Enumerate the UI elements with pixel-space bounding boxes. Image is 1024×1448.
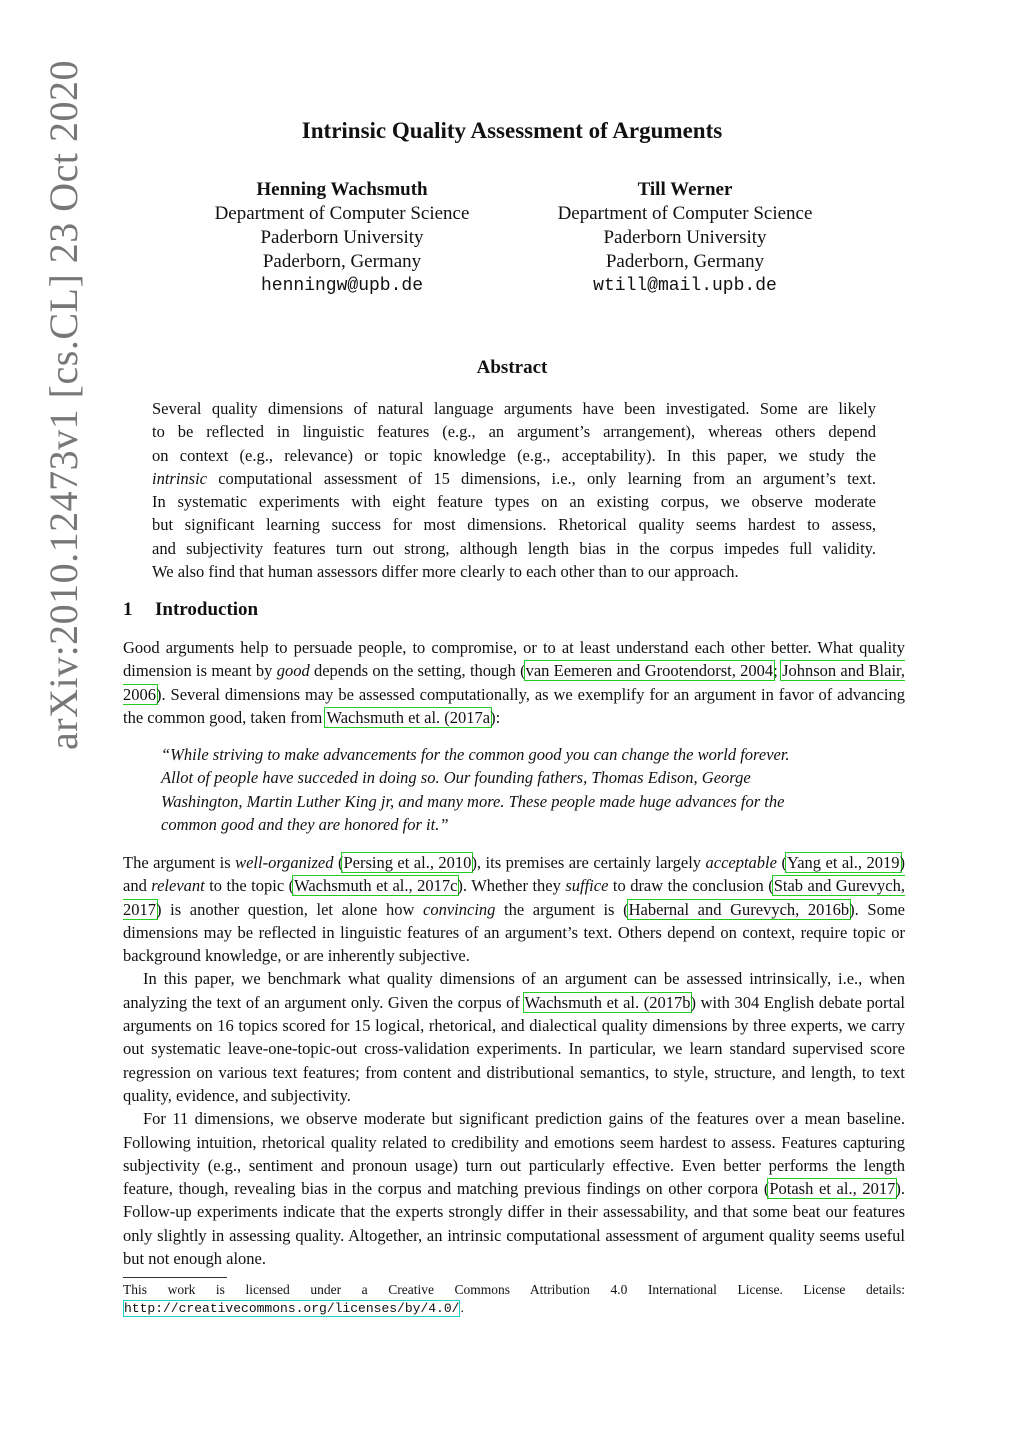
author-location: Paderborn, Germany bbox=[262, 251, 422, 272]
text: ): bbox=[490, 707, 501, 727]
footnote bbox=[123, 1281, 905, 1318]
abstract-line: on context (e.g., relevance) or topic knowledge (e.g., acceptability). In this paper, we study the bbox=[152, 445, 876, 465]
author-department: Department of Computer Science bbox=[214, 203, 470, 224]
citation-link[interactable]: van Eemeren and Grootendorst, 2004 bbox=[525, 661, 774, 681]
author-name: Till Werner bbox=[637, 179, 733, 200]
quote-line: common good and they are honored for it.” bbox=[161, 814, 449, 834]
citation-link[interactable]: Potash et al., 2017 bbox=[769, 1179, 896, 1199]
text: Good arguments help to persuade people, to compromise, or to at least understand each other better. What quality dimension is meant by bbox=[123, 638, 905, 681]
author-block bbox=[182, 178, 502, 298]
text: ). Some dimensions may be reflected in linguistic features of an argument’s text. Others depend on context, require topic or background knowledge, or are inherently subjective. bbox=[123, 899, 905, 966]
text: ). Follow-up experiments indicate that the experts strongly differ in their assessability, and that some beat our features only slightly in assessing quality. Altogether, an intrinsic computational assessment of argument quality seems useful but not enough alone. bbox=[123, 1179, 905, 1269]
paragraph bbox=[123, 851, 905, 1270]
citation-link[interactable]: Wachsmuth et al. (2017b bbox=[524, 992, 691, 1012]
emphasis: well-organized bbox=[235, 853, 334, 872]
citation-link[interactable]: Johnson and Blair, 2006 bbox=[123, 661, 905, 704]
emphasis: convincing bbox=[423, 899, 496, 919]
text: to draw the conclusion ( bbox=[608, 876, 774, 896]
text: ; bbox=[773, 661, 783, 681]
citation-link[interactable]: Yang et al., 2019 bbox=[786, 853, 900, 872]
abstract-line: We also find that human assessors differ more clearly to each other than to our approach. bbox=[152, 562, 739, 582]
abstract-heading: Abstract bbox=[476, 357, 548, 378]
text: ( bbox=[333, 853, 344, 872]
abstract-line: but significant learning success for most dimensions. Rhetorical quality seems hardest to assess, bbox=[152, 515, 876, 535]
citation-link[interactable]: Persing et al., 2010 bbox=[343, 853, 472, 872]
text: ). Whether they bbox=[457, 876, 566, 896]
paper-title: Intrinsic Quality Assessment of Arguments bbox=[301, 118, 723, 143]
emphasis: relevant bbox=[151, 876, 205, 896]
author-location: Paderborn, Germany bbox=[605, 251, 765, 272]
abstract-line bbox=[152, 467, 876, 490]
section-number: 1 bbox=[123, 599, 133, 620]
arxiv-identifier: arXiv:2010.12473v1 [cs.CL] 23 Oct 2020 bbox=[41, 59, 86, 750]
footnote-divider bbox=[123, 1277, 227, 1278]
text: ), its premises are certainly largely bbox=[471, 853, 706, 872]
text: ) with 304 English debate portal arguments on 16 topics scored for 15 logical, rhetorical, and dialectical quality dimensions by three experts, we carry out systematic leave-one-topic-out cross-validation experiments. In particular, we learn standard supervised score regression on various text features; from content and distributional semantics, to style, structure, and length, to text quality, evidence, and subjectivity. bbox=[123, 992, 905, 1105]
author-department: Department of Computer Science bbox=[557, 203, 813, 224]
author-name: Henning Wachsmuth bbox=[256, 179, 428, 200]
text: ) and bbox=[123, 853, 906, 896]
emphasis: good bbox=[276, 661, 310, 681]
quote-line: Allot of people have succeded in doing so. Our founding fathers, Thomas Edison, George bbox=[161, 768, 751, 788]
text: For 11 dimensions, we observe moderate but significant prediction gains of the features over a mean baseline. Following intuition, rhetorical quality related to credibility and emotions seem hardest to assess. Features capturing subjectivity (e.g., sentiment and pronoun usage) turn out particularly effective. Even better performs the length feature, though, revealing bias in the corpus and matching previous findings on other corpora ( bbox=[123, 1109, 905, 1199]
abstract-text: computational assessment of 15 dimensions, i.e., only learning from an argument’s text. bbox=[207, 468, 876, 488]
abstract-body bbox=[152, 397, 876, 583]
text: depends on the setting, though ( bbox=[309, 661, 526, 681]
abstract-line: and subjectivity features turn out strong, although length bias in the corpus impedes full validity. bbox=[152, 538, 876, 558]
paragraph bbox=[123, 636, 905, 729]
paragraph-argument bbox=[123, 851, 905, 967]
abstract-line: Several quality dimensions of natural language arguments have been investigated. Some are likely bbox=[152, 399, 876, 418]
emphasis: acceptable bbox=[705, 853, 777, 872]
citation-link[interactable]: Stab and Gurevych, 2017 bbox=[123, 876, 905, 919]
emphasis: suffice bbox=[565, 876, 609, 896]
citation-link[interactable]: Habernal and Gurevych, 2016b bbox=[628, 899, 850, 919]
emphasis: intrinsic bbox=[152, 468, 208, 488]
paragraph-results bbox=[123, 1107, 905, 1270]
citation-link[interactable]: Wachsmuth et al. (2017a bbox=[326, 707, 491, 727]
author-email[interactable]: wtill@mail.upb.de bbox=[593, 276, 777, 296]
section-heading bbox=[123, 599, 258, 621]
author-block bbox=[525, 178, 845, 298]
footnote-end: . bbox=[460, 1300, 464, 1315]
block-quote bbox=[161, 743, 867, 836]
author-university: Paderborn University bbox=[603, 227, 767, 248]
paragraph-benchmark bbox=[123, 967, 905, 1107]
author-email[interactable]: henningw@upb.de bbox=[260, 276, 424, 296]
text: the argument is ( bbox=[495, 899, 629, 919]
text: to the topic ( bbox=[204, 876, 295, 896]
quote-line: Washington, Martin Luther King jr, and many more. These people made huge advances for the bbox=[161, 791, 785, 811]
text: In this paper, we benchmark what quality dimensions of an argument can be assessed intrinsically, i.e., when analyzing the text of an argument only. Given the corpus of bbox=[123, 969, 905, 1012]
license-url-link[interactable]: http://creativecommons.org/licenses/by/4.0/ bbox=[124, 1301, 460, 1316]
citation-link[interactable]: Wachsmuth et al., 2017c bbox=[294, 876, 458, 896]
footnote-text: This work is licensed under a Creative Commons Attribution 4.0 International License. License details: bbox=[123, 1282, 905, 1297]
text: ) is another question, let alone how bbox=[156, 899, 424, 919]
author-university: Paderborn University bbox=[260, 227, 424, 248]
abstract-line: In systematic experiments with eight feature types on an existing corpus, we observe moderate bbox=[152, 492, 876, 512]
section-title: Introduction bbox=[155, 599, 259, 620]
text: ). Several dimensions may be assessed computationally, as we exemplify for an argument in favor of advancing the common good, taken from bbox=[123, 684, 905, 727]
text: The argument is bbox=[123, 853, 236, 872]
text: ( bbox=[776, 853, 787, 872]
quote-line: “While striving to make advancements for the common good you can change the world forever. bbox=[161, 745, 790, 764]
abstract-line: to be reflected in linguistic features (e.g., an argument’s arrangement), whereas others depend bbox=[152, 422, 876, 442]
